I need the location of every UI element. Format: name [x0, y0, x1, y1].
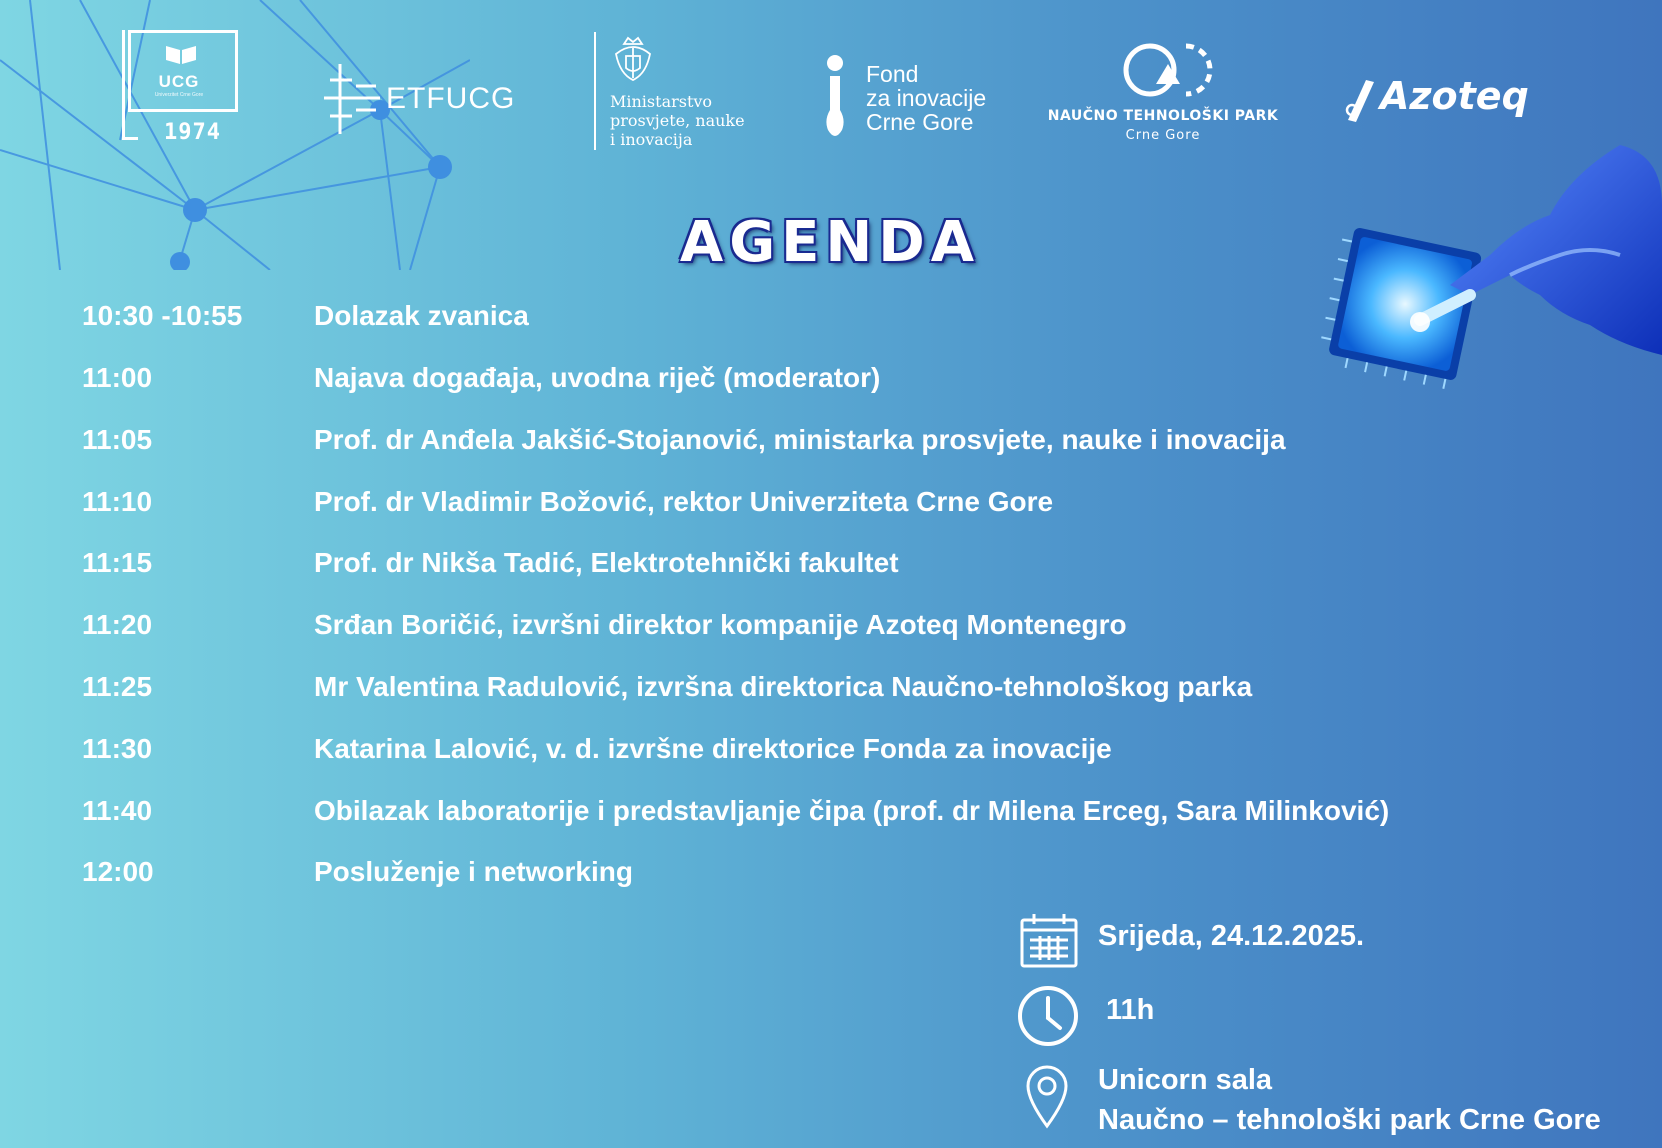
agenda-description: Prof. dr Nikša Tadić, Elektrotehnički fakultet: [314, 547, 899, 578]
etf-logo-text: ETFUCG: [386, 82, 516, 115]
page-title: AGENDA: [679, 210, 981, 275]
agenda-time: 11:30: [82, 733, 153, 764]
fond-line-3: Crne Gore: [866, 109, 974, 135]
location-pin-icon: [1024, 1064, 1070, 1130]
azoteq-logo: [1344, 74, 1534, 134]
agenda-description: Prof. dr Anđela Jakšić-Stojanović, ministarka prosvjete, nauke i inovacija: [314, 424, 1286, 455]
event-date: Srijeda, 24.12.2025.: [1098, 920, 1365, 952]
ministry-logo: [592, 30, 772, 155]
agenda-description: Dolazak zvanica: [314, 300, 529, 331]
agenda-time: 10:30 -10:55: [82, 300, 243, 331]
calendar-icon: [1020, 912, 1078, 968]
agenda-time: 11:25: [82, 671, 153, 702]
fond-mark-icon: [822, 54, 848, 144]
ministry-line-2: prosvjete, nauke: [610, 111, 745, 130]
ntp-logo-line-2: Crne Gore: [1125, 128, 1201, 143]
agenda-time: 11:10: [82, 486, 153, 517]
ntp-logo-line-1: NAUČNO TEHNOLOŠKI PARK: [1047, 108, 1279, 124]
azoteq-mark-icon: [1344, 76, 1378, 124]
fond-logo: [822, 54, 1012, 144]
ntp-mark-icon: [1120, 38, 1216, 102]
event-time: 11h: [1106, 994, 1155, 1026]
agenda-description: Mr Valentina Radulović, izvršna direktorica Naučno-tehnološkog parka: [314, 671, 1253, 702]
ntp-logo: [1046, 38, 1286, 148]
agenda-time: 11:00: [82, 362, 153, 393]
agenda-time: 11:40: [82, 795, 153, 826]
clock-icon: [1016, 984, 1080, 1048]
agenda-description: Prof. dr Vladimir Božović, rektor Univerziteta Crne Gore: [314, 486, 1054, 517]
ministry-logo-text: [610, 92, 780, 149]
agenda-description: Posluženje i networking: [314, 856, 633, 887]
venue-location: Naučno – tehnološki park Crne Gore: [1098, 1104, 1601, 1136]
ministry-divider: [594, 32, 596, 150]
ministry-line-3: i inovacija: [610, 130, 693, 149]
azoteq-logo-text: Azoteq: [1380, 74, 1529, 118]
ucg-logo: [124, 28, 244, 148]
agenda-time: 11:15: [82, 547, 153, 578]
venue-name: Unicorn sala: [1098, 1064, 1273, 1096]
etf-mark-icon: [322, 60, 382, 138]
chip-hand-illustration: [1320, 145, 1662, 435]
ucg-logo-subtext: Univerzitet Crne Gore: [154, 92, 204, 98]
fond-line-1: Fond: [866, 61, 919, 87]
agenda-description: Najava događaja, uvodna riječ (moderator): [314, 362, 881, 393]
ucg-logo-text: UCG: [158, 72, 200, 91]
crest-icon: [610, 34, 656, 84]
agenda-description: Obilazak laboratorije i predstavljanje čipa (prof. dr Milena Erceg, Sara Milinković): [314, 795, 1390, 826]
book-icon: [164, 42, 198, 66]
agenda-time: 12:00: [82, 856, 154, 887]
agenda-time: 11:20: [82, 609, 153, 640]
ministry-line-1: Ministarstvo: [610, 92, 713, 111]
agenda-description: Srđan Boričić, izvršni direktor kompanije Azoteq Montenegro: [314, 609, 1127, 640]
agenda-time: 11:05: [82, 424, 153, 455]
etf-logo: [322, 60, 522, 140]
ucg-logo-year: 1974: [164, 120, 221, 145]
agenda-description: Katarina Lalović, v. d. izvršne direktorice Fonda za inovacije: [314, 733, 1112, 764]
fond-logo-text: [866, 62, 1016, 134]
fond-line-2: za inovacije: [866, 85, 987, 111]
